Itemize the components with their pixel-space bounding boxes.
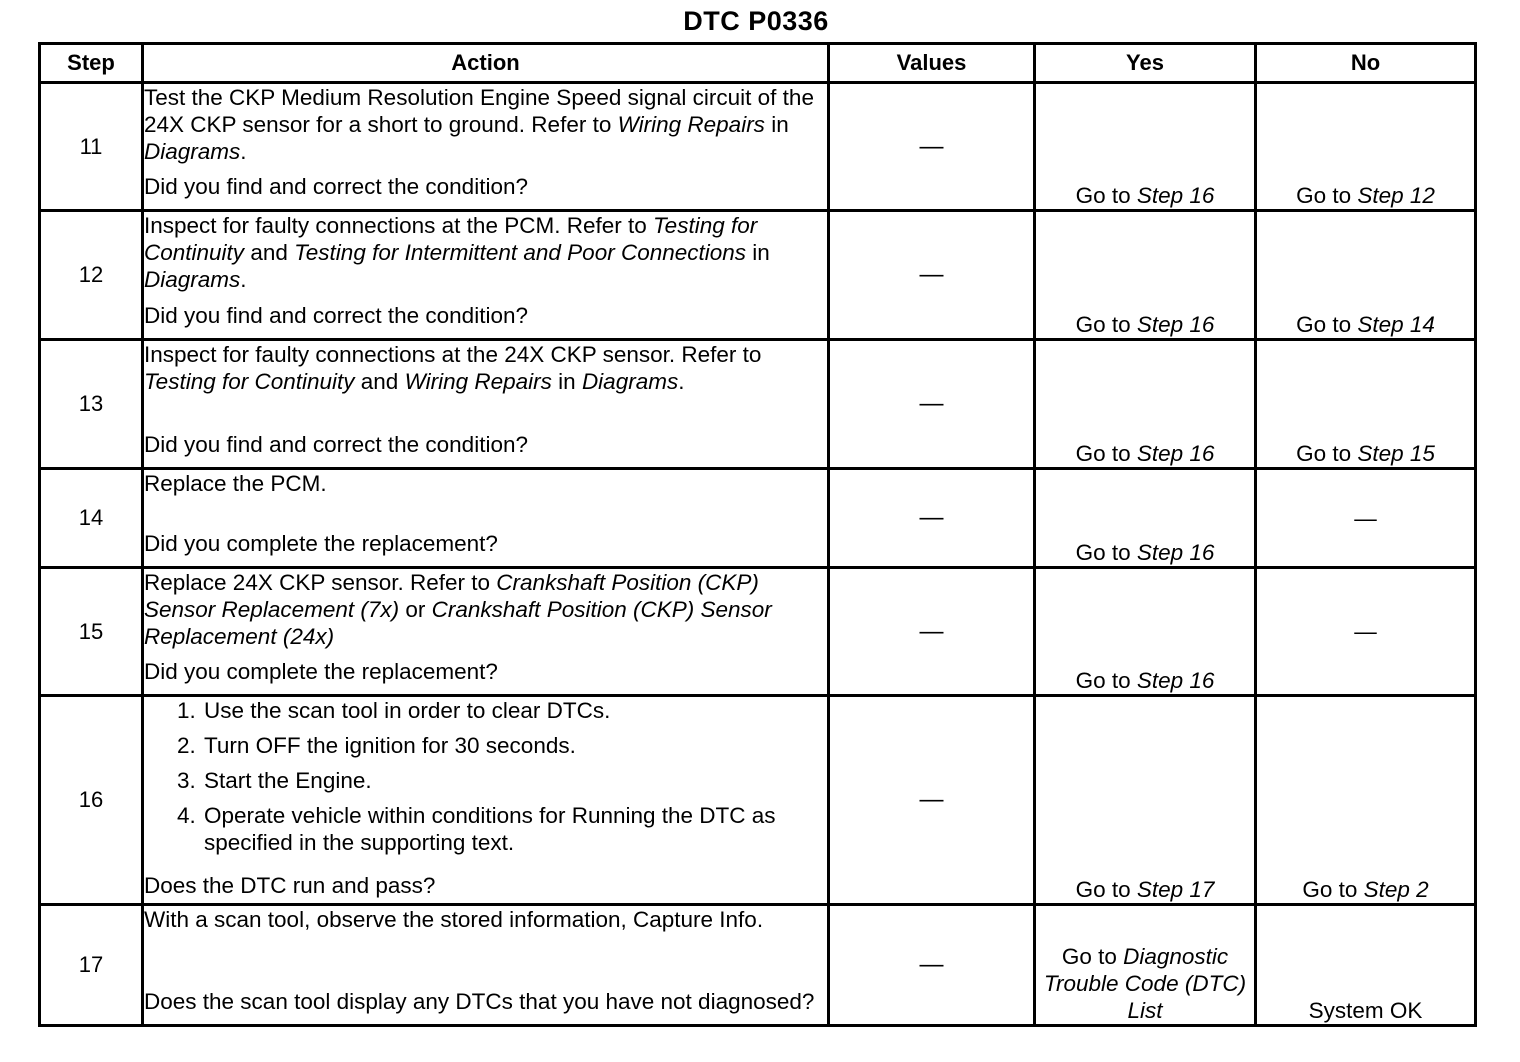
text-span: or (399, 597, 432, 622)
values-cell: — (829, 469, 1035, 568)
text-span: . (678, 369, 685, 394)
text-span: Go to (1075, 312, 1137, 337)
action-text (144, 569, 827, 650)
action-cell (143, 211, 829, 340)
action-content (144, 697, 827, 899)
header-values: Values (829, 44, 1035, 83)
table-row (40, 211, 1476, 340)
text-span: in (551, 369, 582, 394)
text-span: Go to (1296, 441, 1358, 466)
yes-cell (1035, 211, 1256, 340)
action-content (144, 341, 827, 458)
text-span: Go to (1296, 312, 1358, 337)
reference-link: Step 15 (1357, 441, 1435, 466)
text-span: . (240, 267, 247, 292)
reference-link: Diagrams (144, 267, 241, 292)
numbered-step: 3. Start the Engine. (202, 767, 827, 794)
action-cell (143, 905, 829, 1026)
numbered-step: 1. Use the scan tool in order to clear DTCs. (202, 697, 827, 724)
yes-cell (1035, 696, 1256, 905)
reference-link: Diagnostic Trouble Code (DTC) List (1043, 944, 1247, 1023)
reference-link: Diagrams (144, 139, 241, 164)
action-cell (143, 83, 829, 211)
no-cell (1256, 469, 1476, 568)
step-number: 11 (40, 83, 143, 211)
text-span: Inspect for faulty connections at the PCM. Refer to (144, 213, 653, 238)
text-span: in (764, 112, 789, 137)
action-question: Did you find and correct the condition? (144, 303, 528, 328)
action-text (144, 212, 827, 293)
reference-link: Step 14 (1357, 312, 1435, 337)
reference-link: Step 2 (1363, 877, 1429, 902)
step-number: 12 (40, 211, 143, 340)
text-span: With a scan tool, observe the stored information, Capture Info. (144, 907, 764, 932)
values-cell: — (829, 568, 1035, 696)
text-span: Go to (1075, 877, 1137, 902)
text-span: System OK (1308, 998, 1423, 1023)
action-question: Does the scan tool display any DTCs that you have not diagnosed? (144, 989, 815, 1014)
action-question: Did you complete the replacement? (144, 659, 498, 684)
values-cell: — (829, 211, 1035, 340)
table-row (40, 83, 1476, 211)
text-span: Go to (1296, 183, 1358, 208)
text-span: Go to (1075, 540, 1137, 565)
action-cell (143, 340, 829, 469)
values-cell: — (829, 83, 1035, 211)
no-cell (1256, 905, 1476, 1026)
reference-link: Testing for Continuity (144, 369, 355, 394)
action-cell (143, 469, 829, 568)
reference-link: Diagrams (581, 369, 679, 394)
header-row (40, 44, 1476, 83)
table-body (40, 83, 1476, 1026)
reference-link: Crankshaft Position (CKP) Sensor Replacement (24x) (144, 597, 772, 649)
action-cell (143, 696, 829, 905)
table-row (40, 568, 1476, 696)
text-span: Test the CKP Medium Resolution Engine Speed signal circuit of the 24X CKP sensor for a short to ground. Refer to (144, 85, 814, 137)
reference-link: Step 12 (1357, 183, 1435, 208)
action-content (144, 84, 827, 200)
text-span: Go to (1075, 668, 1137, 693)
action-text (144, 470, 827, 497)
reference-link: Testing for Continuity (144, 213, 758, 265)
text-span: Inspect for faulty connections at the 24X CKP sensor. Refer to (144, 342, 762, 367)
table-row (40, 696, 1476, 905)
action-content (144, 906, 827, 1015)
values-cell: — (829, 905, 1035, 1026)
text-span: Go to (1302, 877, 1364, 902)
text-span: Go to (1075, 441, 1137, 466)
step-number: 14 (40, 469, 143, 568)
no-cell (1256, 696, 1476, 905)
action-cell (143, 568, 829, 696)
header-yes: Yes (1035, 44, 1256, 83)
step-number: 13 (40, 340, 143, 469)
header-action: Action (143, 44, 829, 83)
action-text (144, 906, 827, 933)
yes-cell (1035, 83, 1256, 211)
action-text (144, 84, 827, 165)
action-text (144, 341, 827, 395)
step-number: 15 (40, 568, 143, 696)
text-span: Replace the PCM. (144, 471, 327, 496)
table-row (40, 469, 1476, 568)
no-cell (1256, 83, 1476, 211)
action-question: Did you complete the replacement? (144, 531, 498, 556)
reference-link: Step 16 (1136, 441, 1215, 466)
document-title: DTC P0336 (683, 6, 829, 36)
header-step: Step (40, 44, 143, 83)
step-number: 16 (40, 696, 143, 905)
action-question: Did you find and correct the condition? (144, 432, 528, 457)
header-no: No (1256, 44, 1476, 83)
text-span: in (746, 240, 770, 265)
yes-cell (1035, 905, 1256, 1026)
values-cell: — (829, 696, 1035, 905)
diagnostic-table (38, 42, 1477, 1027)
reference-link: Testing for Intermittent and Poor Connections (294, 240, 747, 265)
text-span: Go to (1061, 944, 1124, 969)
reference-link: Wiring Repairs (404, 369, 552, 394)
reference-link: Step 16 (1136, 540, 1215, 565)
action-content (144, 569, 827, 685)
numbered-steps (144, 697, 827, 864)
yes-cell (1035, 568, 1256, 696)
no-cell (1256, 568, 1476, 696)
values-cell: — (829, 340, 1035, 469)
action-question: Did you find and correct the condition? (144, 174, 528, 199)
numbered-step: 4. Operate vehicle within conditions for Running the DTC as specified in the supporting text. (202, 802, 827, 856)
no-cell (1256, 340, 1476, 469)
text-span: and (244, 240, 295, 265)
reference-link: Crankshaft Position (CKP) Sensor Replacement (7x) (144, 570, 759, 622)
numbered-step: 2. Turn OFF the ignition for 30 seconds. (202, 732, 827, 759)
table-row (40, 340, 1476, 469)
text-span: and (354, 369, 405, 394)
reference-link: Step 17 (1136, 877, 1215, 902)
text-span: Replace 24X CKP sensor. Refer to (144, 570, 497, 595)
action-content (144, 212, 827, 329)
text-span: . (240, 139, 247, 164)
table-row (40, 905, 1476, 1026)
step-number: 17 (40, 905, 143, 1026)
reference-link: Wiring Repairs (617, 112, 765, 137)
no-cell (1256, 211, 1476, 340)
text-span: — (1354, 505, 1377, 531)
action-question: Does the DTC run and pass? (144, 873, 436, 898)
reference-link: Step 16 (1136, 183, 1215, 208)
text-span: Go to (1075, 183, 1137, 208)
yes-cell (1035, 340, 1256, 469)
reference-link: Step 16 (1136, 668, 1215, 693)
reference-link: Step 16 (1136, 312, 1215, 337)
action-content (144, 470, 827, 557)
yes-cell (1035, 469, 1256, 568)
text-span: — (1354, 619, 1377, 644)
